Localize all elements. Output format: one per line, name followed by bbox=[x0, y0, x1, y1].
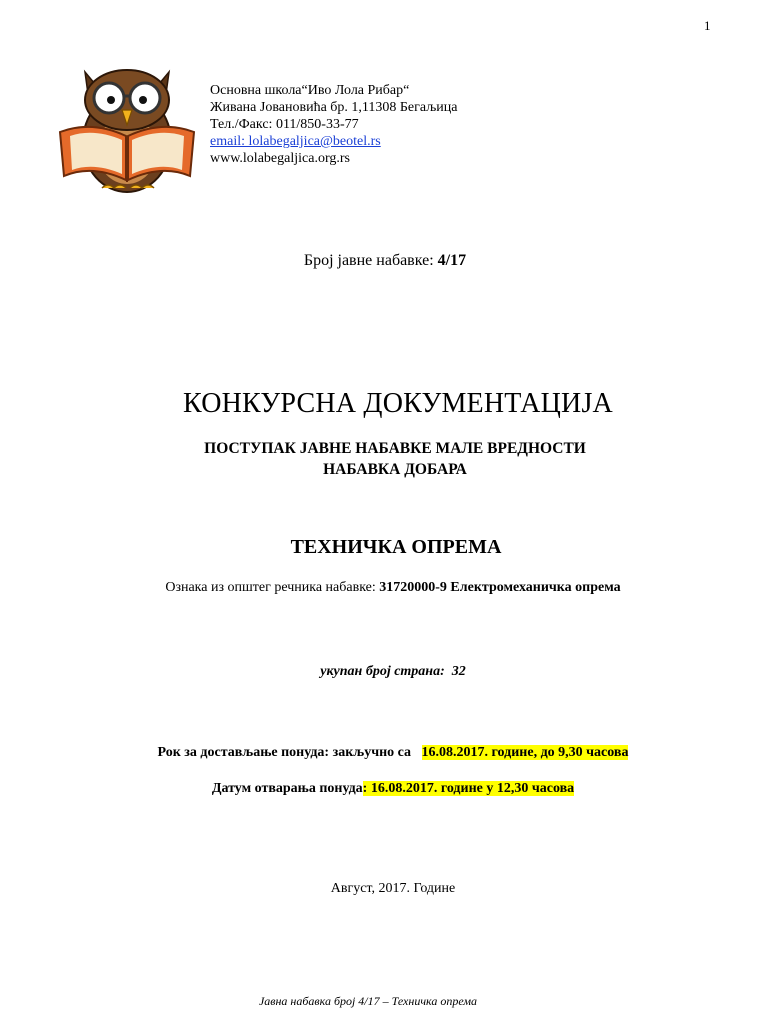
opening-value: : 16.08.2017. године у 12,30 часова bbox=[362, 781, 575, 796]
procurement-label: Број јавне набавке: bbox=[303, 252, 434, 269]
deadline-label: Рок за достављање понуда: закључно са bbox=[157, 745, 412, 760]
school-address: Живана Јовановића бр. 1,11308 Бегаљица bbox=[210, 100, 458, 115]
school-email-link[interactable]: email: lolabegaljica@beotel.rs bbox=[210, 134, 381, 149]
pages-value: 32 bbox=[451, 664, 466, 679]
school-name: Основна школа“Иво Лола Рибар“ bbox=[210, 83, 410, 98]
school-header bbox=[210, 82, 457, 167]
cpv-label: Ознака из општег речника набавке: bbox=[165, 580, 376, 595]
school-website: www.lolabegaljica.org.rs bbox=[210, 151, 350, 166]
school-phone: Тел./Факс: 011/850-33-77 bbox=[210, 117, 359, 132]
cpv-code bbox=[0, 580, 770, 596]
procedure-subtitle: ПОСТУПАК ЈАВНЕ НАБАВКЕ МАЛЕ ВРЕДНОСТИ bbox=[204, 440, 586, 457]
opening-date bbox=[0, 781, 770, 797]
owl-reading-book-icon bbox=[52, 50, 202, 200]
document-date: Август, 2017. Године bbox=[330, 881, 456, 896]
procurement-value: 4/17 bbox=[437, 252, 467, 269]
pages-label: укупан број страна: bbox=[320, 664, 445, 679]
page-number: 1 bbox=[704, 18, 711, 33]
total-pages bbox=[0, 664, 770, 680]
procurement-number bbox=[0, 252, 770, 270]
page-footer: Јавна набавка број 4/17 – Техничка опрема bbox=[258, 994, 478, 1008]
procurement-subject: ТЕХНИЧКА ОПРЕМА bbox=[290, 536, 502, 558]
cpv-value: 31720000-9 Електромеханичка опрема bbox=[379, 580, 621, 595]
goods-subtitle: НАБАВКА ДОБАРА bbox=[323, 461, 467, 478]
document-title: КОНКУРСНА ДОКУМЕНТАЦИЈА bbox=[183, 388, 613, 419]
opening-label: Датум отварања понуда bbox=[211, 781, 363, 796]
deadline-value: 16.08.2017. године, до 9,30 часова bbox=[421, 745, 629, 760]
submission-deadline bbox=[0, 745, 770, 761]
